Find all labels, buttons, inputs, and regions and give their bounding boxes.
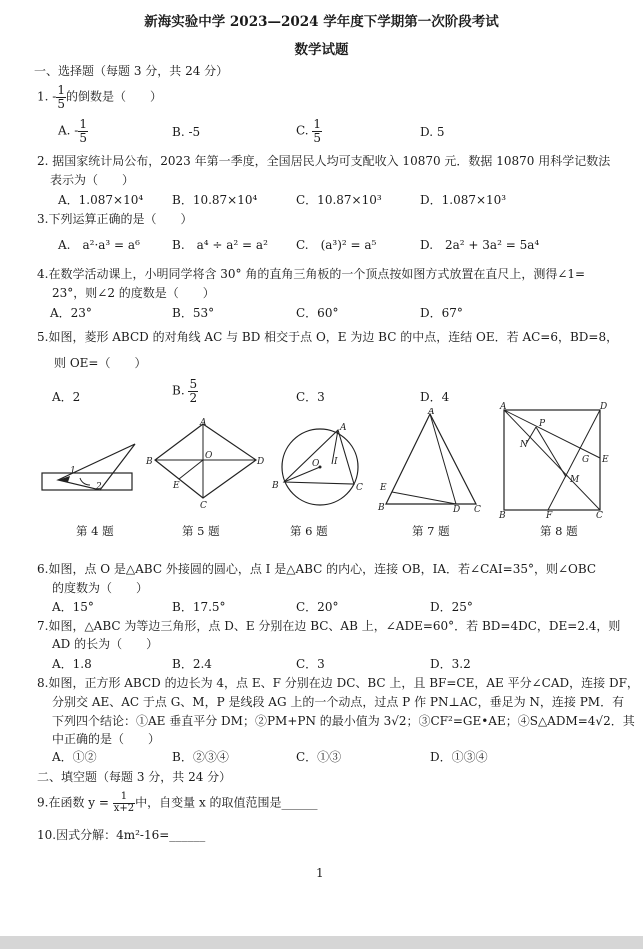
fig8-label-d: D xyxy=(600,402,608,412)
fig7-label-d: D xyxy=(453,505,461,513)
q2-option-d: D．1.087×10³ xyxy=(420,193,507,207)
fig8-label-f: F xyxy=(546,511,553,518)
q10-stem: 10.因式分解：4m²-16=______ xyxy=(37,828,206,842)
figure-5-caption: 第 5 题 xyxy=(182,524,220,538)
q6-option-c: C．20° xyxy=(296,600,339,614)
page-number: 1 xyxy=(316,866,324,880)
q7-option-c: C．3 xyxy=(296,657,325,671)
fig7-label-e: E xyxy=(380,483,387,493)
q6-line1: 6.如图，点 O 是△ABC 外接圆的圆心，点 I 是△ABC 的内心，连接 OB，IA．若∠CAI=35°，则∠OBC xyxy=(37,562,597,576)
figure-6-caption: 第 6 题 xyxy=(290,524,328,538)
fig5-label-o: O xyxy=(205,451,213,461)
q6-option-d: D．25° xyxy=(430,600,473,614)
fig8-label-e: E xyxy=(602,455,609,465)
fig5-label-b: B xyxy=(146,457,153,467)
figure-4-caption: 第 4 题 xyxy=(76,524,114,538)
subject-title: 数学试题 xyxy=(294,42,349,58)
fig6-label-o: O xyxy=(312,459,320,469)
q4-option-a: A．23° xyxy=(50,306,92,320)
section2-heading: 二、填空题（每题 3 分，共 24 分） xyxy=(37,770,232,784)
q1-option-c: C. $\frac{1}{5}$ xyxy=(296,117,322,145)
q3-stem: 3.下列运算正确的是（ ） xyxy=(37,212,193,226)
q1-stem xyxy=(37,84,162,110)
q4-option-d: D．67° xyxy=(420,306,463,320)
q5-line2: 则 OE=（ ） xyxy=(54,356,147,370)
triangle-abc xyxy=(386,414,476,504)
q6-option-a: A．15° xyxy=(52,600,94,614)
figure-7 xyxy=(374,408,486,513)
fig8-label-c: C xyxy=(596,511,603,518)
q8-line4: 中正确的是（ ） xyxy=(52,732,161,746)
q3-option-c: C. (a³)² = a⁵ xyxy=(296,238,377,252)
exam-title: 新海实验中学 2023—2024 学年度下学期第一次阶段考试 xyxy=(144,14,499,30)
fig6-label-c: C xyxy=(356,483,363,493)
q7-option-a: A．1.8 xyxy=(52,657,92,671)
q2-option-b: B．10.87×10⁴ xyxy=(172,193,258,207)
fig8-label-b: B xyxy=(499,511,506,518)
q2-line1: 2. 据国家统计局公布，2023 年第一季度，全国居民人均可支配收入 10870 元．数据 10870 用科学记数法 xyxy=(37,154,611,168)
figure-6 xyxy=(268,420,366,512)
q2-option-a: A．1.087×10⁴ xyxy=(58,193,144,207)
q5-option-b: B. $\frac{5}{2}$ xyxy=(172,377,198,405)
fig5-label-d: D xyxy=(257,457,265,467)
q8-option-d: D．①③④ xyxy=(430,750,488,764)
fig7-label-b: B xyxy=(378,503,385,513)
fig8-label-m: M xyxy=(570,475,580,485)
page-bottom-band xyxy=(0,936,643,949)
q4-line2: 23°，则∠2 的度数是（ ） xyxy=(52,286,215,300)
q4-option-b: B．53° xyxy=(172,306,215,320)
q8-line2: 分别交 AE、AC 于点 G、M，P 是线段 AG 上的一个动点，过点 P 作 PN⊥AC，垂足为 N，连接 PM．有 xyxy=(52,695,625,709)
section1-heading: 一、选择题（每题 3 分，共 24 分） xyxy=(34,64,229,78)
figure-8 xyxy=(496,400,614,518)
q2-option-c: C．10.87×10³ xyxy=(296,193,382,207)
q8-line1: 8.如图，正方形 ABCD 的边长为 4，点 E、F 分别在边 DC、BC 上，且 BF=CE，AE 平分∠CAD，连接 DF， xyxy=(37,676,639,690)
fig8-label-g: G xyxy=(582,455,590,465)
fig7-label-c: C xyxy=(474,505,481,513)
fig6-label-b: B xyxy=(272,481,279,491)
q7-line2: AD 的长为（ ） xyxy=(52,637,159,651)
q5-option-a: A．2 xyxy=(52,390,81,404)
figure-4 xyxy=(40,440,140,510)
q8-option-b: B．②③④ xyxy=(172,750,229,764)
fig8-label-n: N xyxy=(520,440,528,450)
figure-5 xyxy=(143,418,268,510)
fig5-label-c: C xyxy=(200,501,207,510)
q7-line1: 7.如图，△ABC 为等边三角形，点 D、E 分别在边 BC、AB 上，∠ADE=60°．若 BD=4DC，DE=2.4，则 xyxy=(37,619,621,633)
figure-7-caption: 第 7 题 xyxy=(412,524,450,538)
angle-1-label: 1 xyxy=(70,466,76,476)
q1-text: 的倒数是（ ） xyxy=(65,89,162,104)
fig7-label-a: A xyxy=(428,408,435,417)
fig5-label-e: E xyxy=(173,481,180,491)
q1-num: 1. xyxy=(37,89,49,104)
q2-line2: 表示为（ ） xyxy=(50,173,135,187)
rhombus-shape xyxy=(155,424,256,498)
q8-line3: 下列四个结论：①AE 垂直平分 DM；②PM+PN 的最小值为 3√2；③CF²=GE•AE；④S△ADM=4√2．其 xyxy=(52,714,635,728)
fig6-label-i: I xyxy=(334,457,338,467)
q1-option-d: D. 5 xyxy=(420,125,445,139)
q7-option-d: D．3.2 xyxy=(430,657,471,671)
q1-option-b: B. -5 xyxy=(172,125,201,139)
angle-2-label: 2 xyxy=(96,482,102,492)
q5-option-c: C．3 xyxy=(296,390,325,404)
q4-option-c: C．60° xyxy=(296,306,339,320)
q1-sign: - xyxy=(52,89,57,104)
fig8-label-a: A xyxy=(500,402,507,412)
q5-line1: 5.如图，菱形 ABCD 的对角线 AC 与 BD 相交于点 O，E 为边 BC 的中点，连结 OE．若 AC=6，BD=8， xyxy=(37,330,619,344)
q6-option-b: B．17.5° xyxy=(172,600,226,614)
q9-stem: 9.在函数 y = $\frac{1}{x+2}$ 中，自变量 x 的取值范围是______ xyxy=(37,791,318,814)
figure-8-caption: 第 8 题 xyxy=(540,524,578,538)
q1-option-a: A. - $\frac{1}{5}$ xyxy=(58,117,87,145)
fig8-label-p: P xyxy=(539,419,546,429)
q4-line1: 4.在数学活动课上，小明同学将含 30° 角的直角三角板的一个顶点按如图方式放置在直尺上，测得∠1= xyxy=(37,267,586,281)
q8-option-c: C．①③ xyxy=(296,750,342,764)
fig5-label-a: A xyxy=(200,418,207,428)
q8-option-a: A．①② xyxy=(52,750,97,764)
q6-line2: 的度数为（ ） xyxy=(52,581,149,595)
q5-option-d: D．4 xyxy=(420,390,450,404)
fig6-label-a: A xyxy=(340,423,347,433)
q1-fraction: $\frac{1}{5}$ xyxy=(57,83,65,111)
q3-option-a: A. a²·a³ = a⁶ xyxy=(58,238,140,252)
q3-option-d: D. 2a² + 3a² = 5a⁴ xyxy=(420,238,540,252)
q7-option-b: B．2.4 xyxy=(172,657,212,671)
q3-option-b: B. a⁴ ÷ a² = a² xyxy=(172,238,268,252)
